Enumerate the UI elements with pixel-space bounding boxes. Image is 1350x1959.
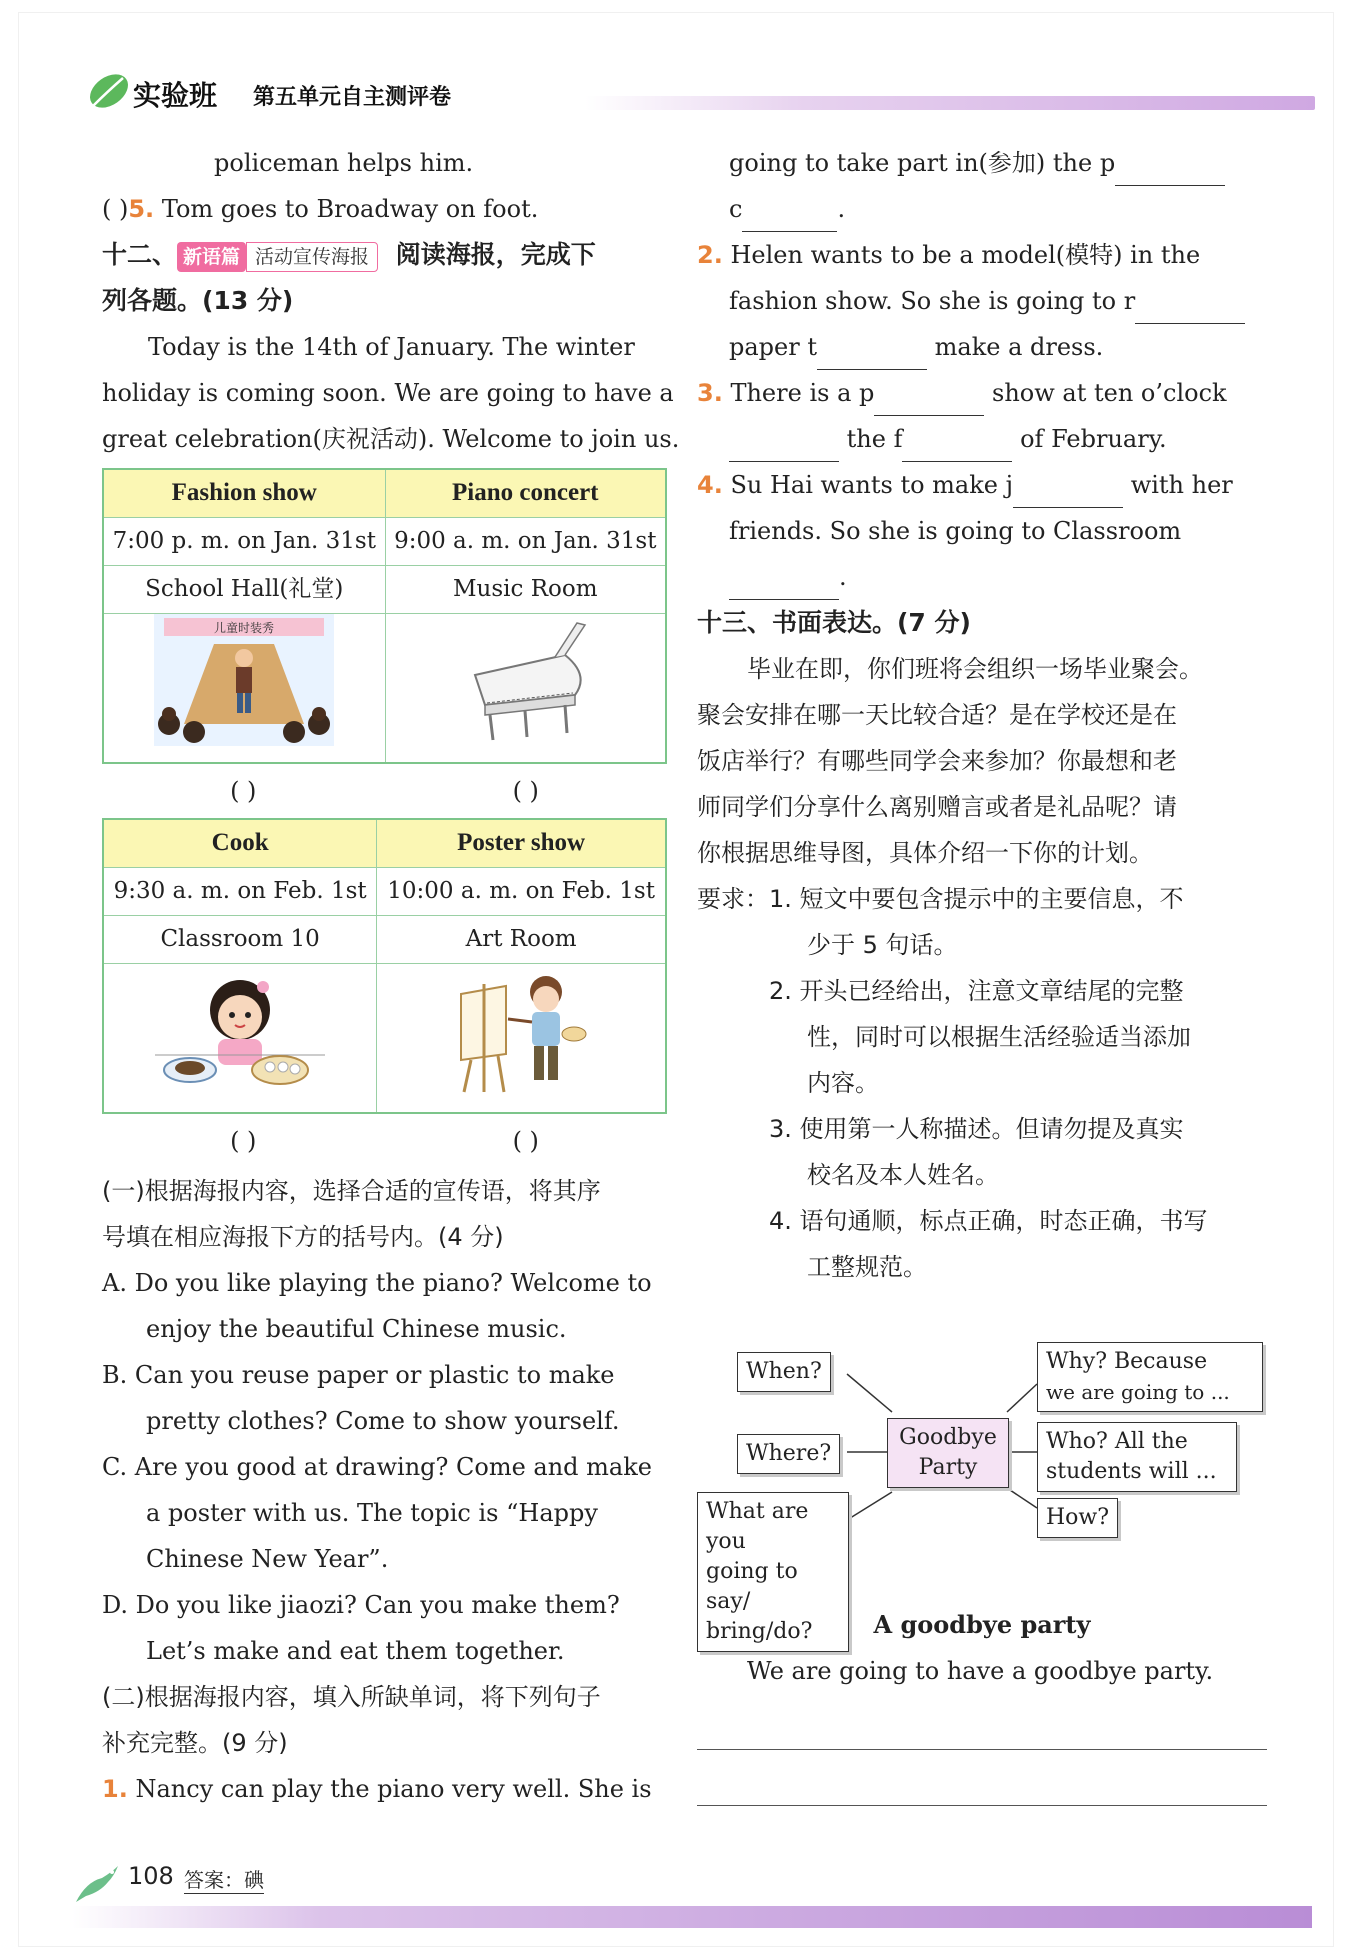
question-text: Su Hai wants to make j [730,471,1014,499]
part-1-instruction-cont: 号填在相应海报下方的括号内。(4 分) [102,1223,504,1251]
task-line: 饭店举行？有哪些同学会来参加？你最想和老 [697,747,1177,775]
section-12-heading-cont [102,278,667,324]
option-a-cont: enjoy the beautiful Chinese music. [146,1315,567,1343]
poster-place: Music Room [385,565,666,613]
question-text: Tom goes to Broadway on foot. [161,195,539,223]
option-c: C. Are you good at drawing? Come and make [102,1453,652,1481]
fill-question-2-cont [697,324,1267,370]
requirement-text: 语句通顺，标点正确，时态正确，书写 [799,1207,1208,1235]
mind-map-text: bring/do? [706,1619,813,1644]
intro-line: great celebration(庆祝活动). Welcome to join us. [102,425,680,453]
essay-title: A goodbye party [873,1610,1091,1639]
requirement-1 [697,876,1267,922]
requirement-text: 性，同时可以根据生活经验适当添加 [807,1023,1191,1051]
leaf-logo-icon [85,70,133,112]
question-number: 4. [697,471,723,499]
mind-map-what [697,1492,849,1652]
mind-map-text: Who? All the [1046,1429,1188,1454]
poster-title: Fashion show [103,469,385,517]
question-text: going to take part in(参加) the p [729,149,1116,177]
requirement-number: 4. [769,1207,792,1235]
mind-map-text: students will ... [1046,1459,1217,1484]
poster-image-cell [385,613,666,763]
mind-map-why [1037,1342,1263,1412]
mind-map-text: Why? Because [1046,1349,1208,1374]
requirement-3 [697,1106,1267,1152]
poster-table-2 [102,818,667,1114]
writing-line[interactable] [697,1694,1267,1750]
option-a: A. Do you like playing the piano? Welcome to [102,1269,652,1297]
requirement-number: 1. [769,885,792,913]
poster-table-1 [102,468,667,764]
requirement-4 [697,1198,1267,1244]
answer-blank[interactable] [1135,294,1245,324]
boy-painting-illustration [446,964,596,1096]
answer-paren-row [102,1114,667,1168]
essay-opening: We are going to have a goodbye party. [747,1657,1214,1685]
mind-map-text: we are going to ... [1046,1380,1230,1404]
piano-illustration [455,615,595,745]
series-name: 实验班 [133,79,218,112]
question-number: 3. [697,379,723,407]
poster-title: Cook [103,819,377,867]
task-line: 毕业在即，你们班将会组织一场毕业聚会。 [747,655,1203,683]
poster-place: School Hall(礼堂) [103,565,385,613]
part-1-instruction: (一)根据海报内容，选择合适的宣传语，将其序 [102,1177,601,1205]
mind-map-center [887,1418,1009,1488]
section-13-heading: 十三、书面表达。(7 分) [697,608,971,637]
poster-time: 9:00 a. m. on Jan. 31st [385,517,666,565]
question-text: c [729,195,743,223]
option-b-cont: pretty clothes? Come to show yourself. [146,1407,620,1435]
writing-line[interactable] [697,1750,1267,1806]
answer-paren[interactable]: ( ) [512,1127,539,1155]
option-c-cont: a poster with us. The topic is “Happy [146,1499,598,1527]
fill-question-3-cont [697,416,1267,462]
answer-reference: 答案：碘 [184,1864,264,1894]
question-number: 5. [128,195,155,223]
mind-map-text: Goodbye [899,1425,997,1450]
requirement-text: 内容。 [807,1069,879,1097]
poster-place: Classroom 10 [103,915,377,963]
poster-image-cell [103,613,385,763]
poster-time: 10:00 a. m. on Feb. 1st [377,867,666,915]
task-line: 你根据思维导图，具体介绍一下你的计划。 [697,839,1153,867]
left-column [102,140,680,1812]
mind-map-when: When? [737,1352,831,1392]
intro-line: holiday is coming soon. We are going to have a [102,379,674,407]
fashion-show-illustration [154,614,334,746]
answer-paren[interactable]: ( ) [230,777,257,805]
mind-map-text: Party [918,1455,978,1480]
task-line: 师同学们分享什么离别赠言或者是礼品呢？请 [697,793,1177,821]
requirement-text: 少于 5 句话。 [807,931,958,959]
question-text: the f [846,425,903,453]
answer-blank[interactable] [874,386,984,416]
option-c-cont: Chinese New Year”. [146,1545,389,1573]
mind-map-text: What are you [706,1499,809,1554]
requirement-text: 校名及本人姓名。 [807,1161,999,1189]
requirements-label: 要求： [697,885,769,913]
poster-time: 7:00 p. m. on Jan. 31st [103,517,385,565]
section-title: 阅读海报，完成下 [395,240,596,269]
answer-paren-row [102,764,667,818]
page-footer [72,1862,1312,1922]
fill-question-2-cont [697,278,1267,324]
fill-question-1-cont [697,140,1267,186]
answer-paren[interactable]: ( ) [512,777,539,805]
requirement-text: 短文中要包含提示中的主要信息，不 [799,885,1184,913]
poster-place: Art Room [377,915,666,963]
intro-line: Today is the 14th of January. The winter [148,333,635,361]
poster-image-cell [103,963,377,1113]
requirement-2 [697,968,1267,1014]
unit-title: 第五单元自主测评卷 [253,85,452,110]
answer-paren[interactable]: ( ) [102,195,129,223]
fill-question-3 [697,370,1267,416]
answer-blank[interactable] [742,202,837,232]
answer-blank[interactable] [729,432,839,462]
poster-title: Piano concert [385,469,666,517]
fill-question-2 [697,232,1267,278]
question-text: fashion show. So she is going to r [729,287,1136,315]
footer-band [72,1906,1312,1928]
girl-cooking-illustration [155,965,325,1095]
page-header [85,70,1315,116]
question-number: 1. [102,1775,128,1803]
question-text: Helen wants to be a model(模特) in the [730,241,1201,269]
poster-title: Poster show [377,819,666,867]
poster-image-cell [377,963,666,1113]
requirement-number: 3. [769,1115,792,1143]
fill-question-1-cont: c . [697,186,1267,232]
section-number: 十二、 [102,240,178,269]
part-2-instruction: (二)根据海报内容，填入所缺单词，将下列句子 [102,1683,601,1711]
requirement-text: 工整规范。 [807,1253,927,1281]
answer-blank[interactable] [1013,478,1123,508]
section-title-cont: 列各题。(13 分) [102,286,294,315]
task-line: 聚会安排在哪一天比较合适？是在学校还是在 [697,701,1177,729]
question-text: of February. [1020,425,1167,453]
part-2-instruction-cont: 补充完整。(9 分) [102,1729,288,1757]
section-12-heading [102,232,667,278]
answer-blank[interactable] [1115,156,1225,186]
header-band [585,96,1315,110]
passage-type-tag: 活动宣传海报 [246,242,378,272]
option-d: D. Do you like jiaozi? Can you make them? [102,1591,620,1619]
mind-map-where: Where? [737,1434,840,1474]
question-text: show at ten o’clock [992,379,1227,407]
page-number: 108 [128,1862,174,1890]
answer-blank[interactable] [817,340,927,370]
fill-question-4 [697,462,1267,508]
fashion-show-banner-text: 儿童时装秀 [214,620,275,635]
question-text: make a dress. [934,333,1104,361]
option-d-cont: Let’s make and eat them together. [146,1637,565,1665]
dinosaur-icon [72,1862,122,1906]
option-b: B. Can you reuse paper or plastic to make [102,1361,615,1389]
fill-question-4-cont: friends. So she is going to Classroom [729,517,1182,545]
answer-blank[interactable] [729,570,839,600]
question-number: 2. [697,241,723,269]
fill-question-4-cont: . [697,554,1267,600]
new-passage-tag: 新语篇 [177,242,246,272]
question-text: with her [1130,471,1233,499]
text-line: policeman helps him. [214,149,474,177]
poster-time: 9:30 a. m. on Feb. 1st [103,867,377,915]
fill-question-1 [102,1766,667,1812]
mind-map-text: going to say/ [706,1559,798,1614]
requirement-number: 2. [769,977,792,1005]
question-5 [102,186,667,232]
question-text: paper t [729,333,817,361]
answer-paren[interactable]: ( ) [230,1127,257,1155]
question-text: There is a p [730,379,875,407]
mind-map-how: How? [1037,1498,1118,1538]
answer-blank[interactable] [902,432,1012,462]
requirement-text: 使用第一人称描述。但请勿提及真实 [799,1115,1184,1143]
mind-map-who [1037,1422,1237,1492]
requirement-text: 开头已经给出，注意文章结尾的完整 [799,977,1184,1005]
question-text: Nancy can play the piano very well. She is [135,1775,652,1803]
right-column [697,140,1267,1806]
